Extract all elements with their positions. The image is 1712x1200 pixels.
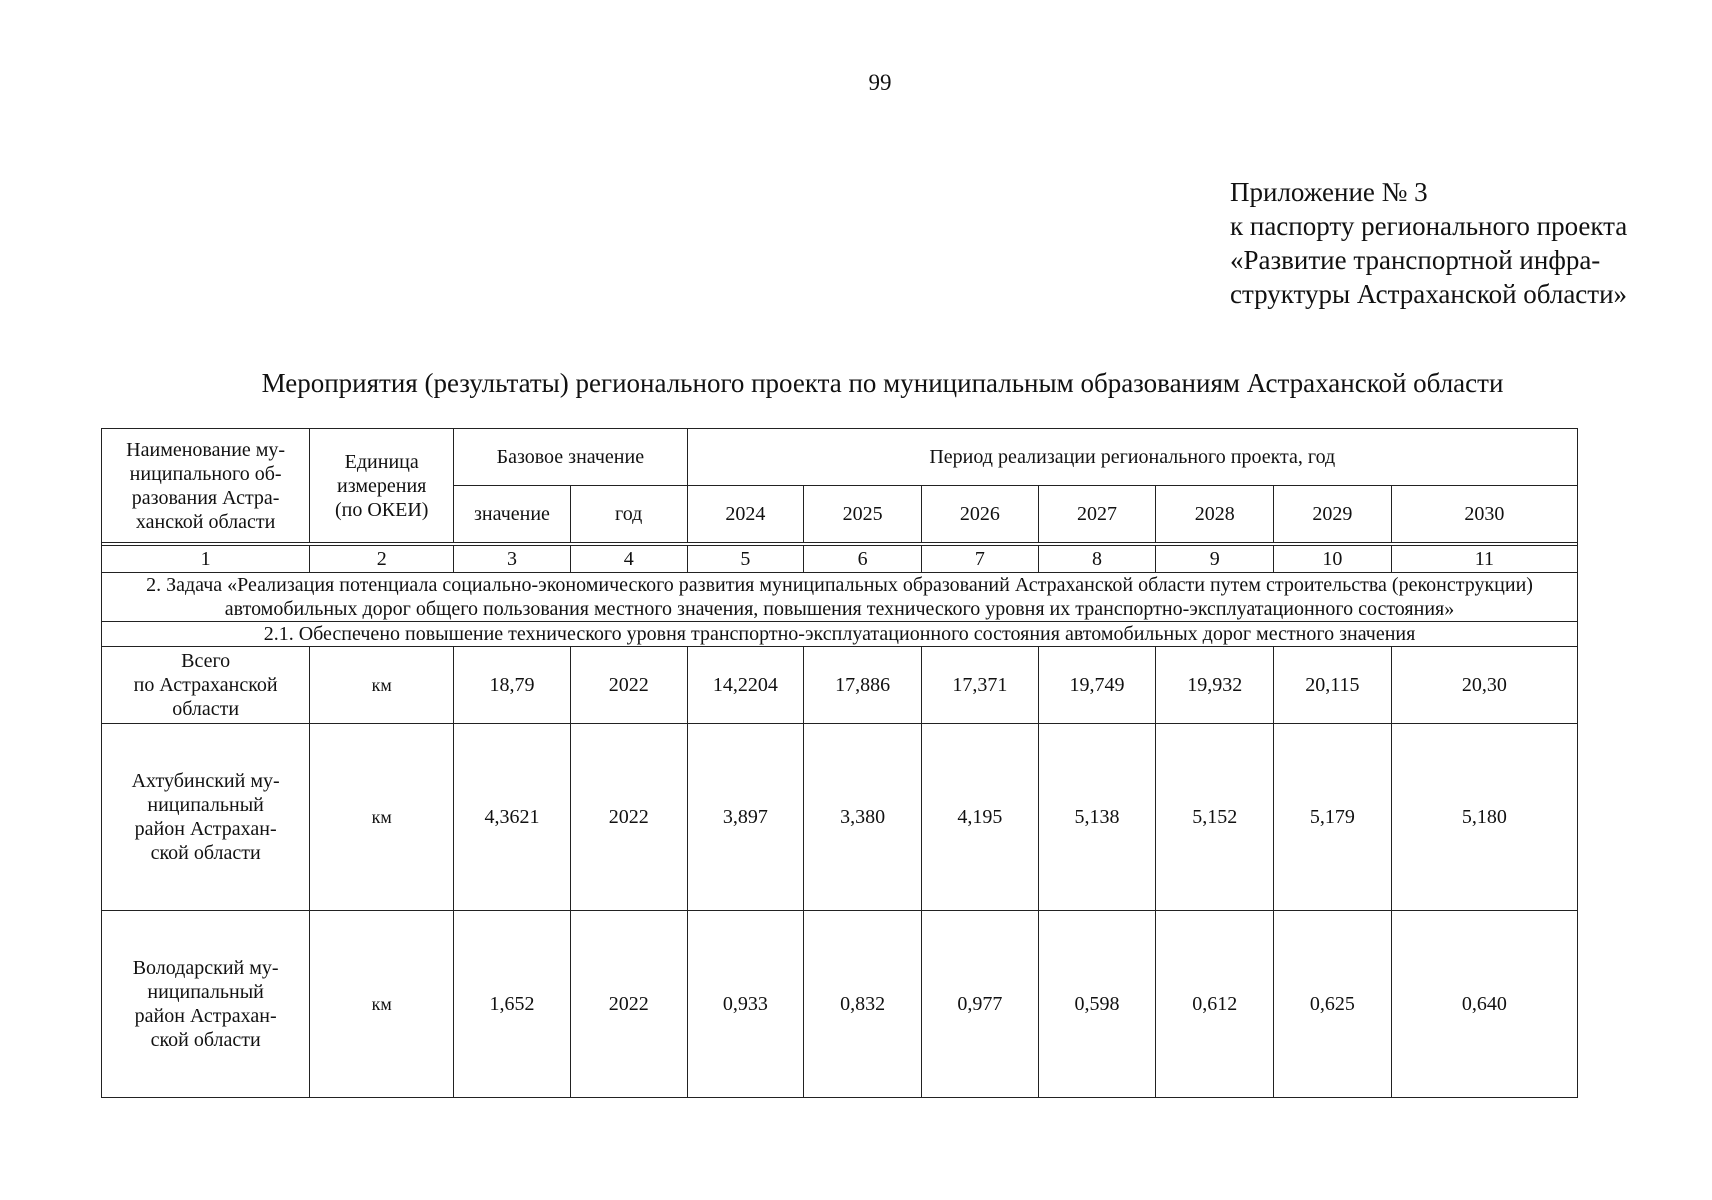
header-base: Базовое значение bbox=[454, 429, 687, 486]
appendix-line-2: к паспорту регионального проекта bbox=[1230, 211, 1628, 241]
row-value: 0,832 bbox=[804, 911, 922, 1098]
task-text: 2. Задача «Реализация потенциала социально-экономического развития муниципальных образований Астраханской области путем строительства (реконструкции) автомобильных дорог общего пользования местного значения, повышения технического уровня их транспортно-эксплуатационного состояния» bbox=[102, 573, 1578, 622]
appendix-line-1: Приложение № 3 bbox=[1230, 177, 1428, 207]
row-unit: км bbox=[310, 911, 454, 1098]
task-row bbox=[102, 573, 1578, 622]
table-row bbox=[102, 647, 1578, 724]
row-unit: км bbox=[310, 647, 454, 724]
column-number: 3 bbox=[454, 546, 571, 573]
table-row bbox=[102, 724, 1578, 911]
row-base-value: 4,3621 bbox=[454, 724, 571, 911]
row-value: 0,640 bbox=[1391, 911, 1577, 1098]
row-value: 0,933 bbox=[687, 911, 804, 1098]
row-value: 5,179 bbox=[1274, 724, 1392, 911]
appendix-line-4: структуры Астраханской области» bbox=[1230, 279, 1628, 309]
column-number: 8 bbox=[1038, 546, 1156, 573]
header-year: 2026 bbox=[921, 486, 1038, 543]
row-value: 19,932 bbox=[1156, 647, 1274, 724]
header-unit: Единица измерения (по ОКЕИ) bbox=[310, 429, 454, 543]
column-number: 9 bbox=[1156, 546, 1274, 573]
table-row bbox=[102, 911, 1578, 1098]
subtask-text: 2.1. Обеспечено повышение технического уровня транспортно-эксплуатационного состояния автомобильных дорог местного значения bbox=[102, 622, 1578, 647]
header-year: 2025 bbox=[804, 486, 922, 543]
header-row-1 bbox=[102, 429, 1578, 486]
row-name: Володарский му- ниципальный район Астрахан- ской области bbox=[102, 911, 310, 1098]
column-number: 11 bbox=[1391, 546, 1577, 573]
row-base-value: 1,652 bbox=[454, 911, 571, 1098]
header-base-value: значение bbox=[454, 486, 571, 543]
row-unit: км bbox=[310, 724, 454, 911]
column-number: 2 bbox=[310, 546, 454, 573]
header-name: Наименование му- ниципального об- разования Астра- ханской области bbox=[102, 429, 310, 543]
header-year: 2024 bbox=[687, 486, 804, 543]
row-base-value: 18,79 bbox=[454, 647, 571, 724]
header-period: Период реализации регионального проекта, год bbox=[687, 429, 1577, 486]
row-value: 3,380 bbox=[804, 724, 922, 911]
page-number: 99 bbox=[868, 70, 892, 95]
column-number: 1 bbox=[102, 546, 310, 573]
row-value: 5,152 bbox=[1156, 724, 1274, 911]
row-value: 0,598 bbox=[1038, 911, 1156, 1098]
row-value: 5,180 bbox=[1391, 724, 1577, 911]
row-value: 4,195 bbox=[921, 724, 1038, 911]
column-number: 5 bbox=[687, 546, 804, 573]
row-base-year: 2022 bbox=[570, 647, 687, 724]
header-year: 2028 bbox=[1156, 486, 1274, 543]
column-number: 4 bbox=[570, 546, 687, 573]
header-year: 2029 bbox=[1274, 486, 1392, 543]
row-value: 19,749 bbox=[1038, 647, 1156, 724]
header-year: 2027 bbox=[1038, 486, 1156, 543]
row-value: 5,138 bbox=[1038, 724, 1156, 911]
column-number-row bbox=[102, 546, 1578, 573]
row-base-year: 2022 bbox=[570, 911, 687, 1098]
column-number: 7 bbox=[921, 546, 1038, 573]
row-base-year: 2022 bbox=[570, 724, 687, 911]
row-value: 17,371 bbox=[921, 647, 1038, 724]
row-value: 20,115 bbox=[1274, 647, 1392, 724]
document-title: Мероприятия (результаты) регионального проекта по муниципальным образованиям Астраханской области bbox=[261, 368, 1504, 398]
row-value: 0,977 bbox=[921, 911, 1038, 1098]
row-value: 14,2204 bbox=[687, 647, 804, 724]
row-name: Всего по Астраханской области bbox=[102, 647, 310, 724]
header-year: 2030 bbox=[1391, 486, 1577, 543]
row-value: 0,612 bbox=[1156, 911, 1274, 1098]
appendix-note bbox=[1230, 175, 1627, 311]
row-value: 20,30 bbox=[1391, 647, 1577, 724]
appendix-line-3: «Развитие транспортной инфра- bbox=[1230, 245, 1601, 275]
column-number: 6 bbox=[804, 546, 922, 573]
column-number: 10 bbox=[1274, 546, 1392, 573]
header-base-year: год bbox=[570, 486, 687, 543]
row-value: 3,897 bbox=[687, 724, 804, 911]
subtask-row bbox=[102, 622, 1578, 647]
row-name: Ахтубинский му- ниципальный район Астрахан- ской области bbox=[102, 724, 310, 911]
row-value: 0,625 bbox=[1274, 911, 1392, 1098]
measures-table bbox=[101, 428, 1578, 1098]
row-value: 17,886 bbox=[804, 647, 922, 724]
